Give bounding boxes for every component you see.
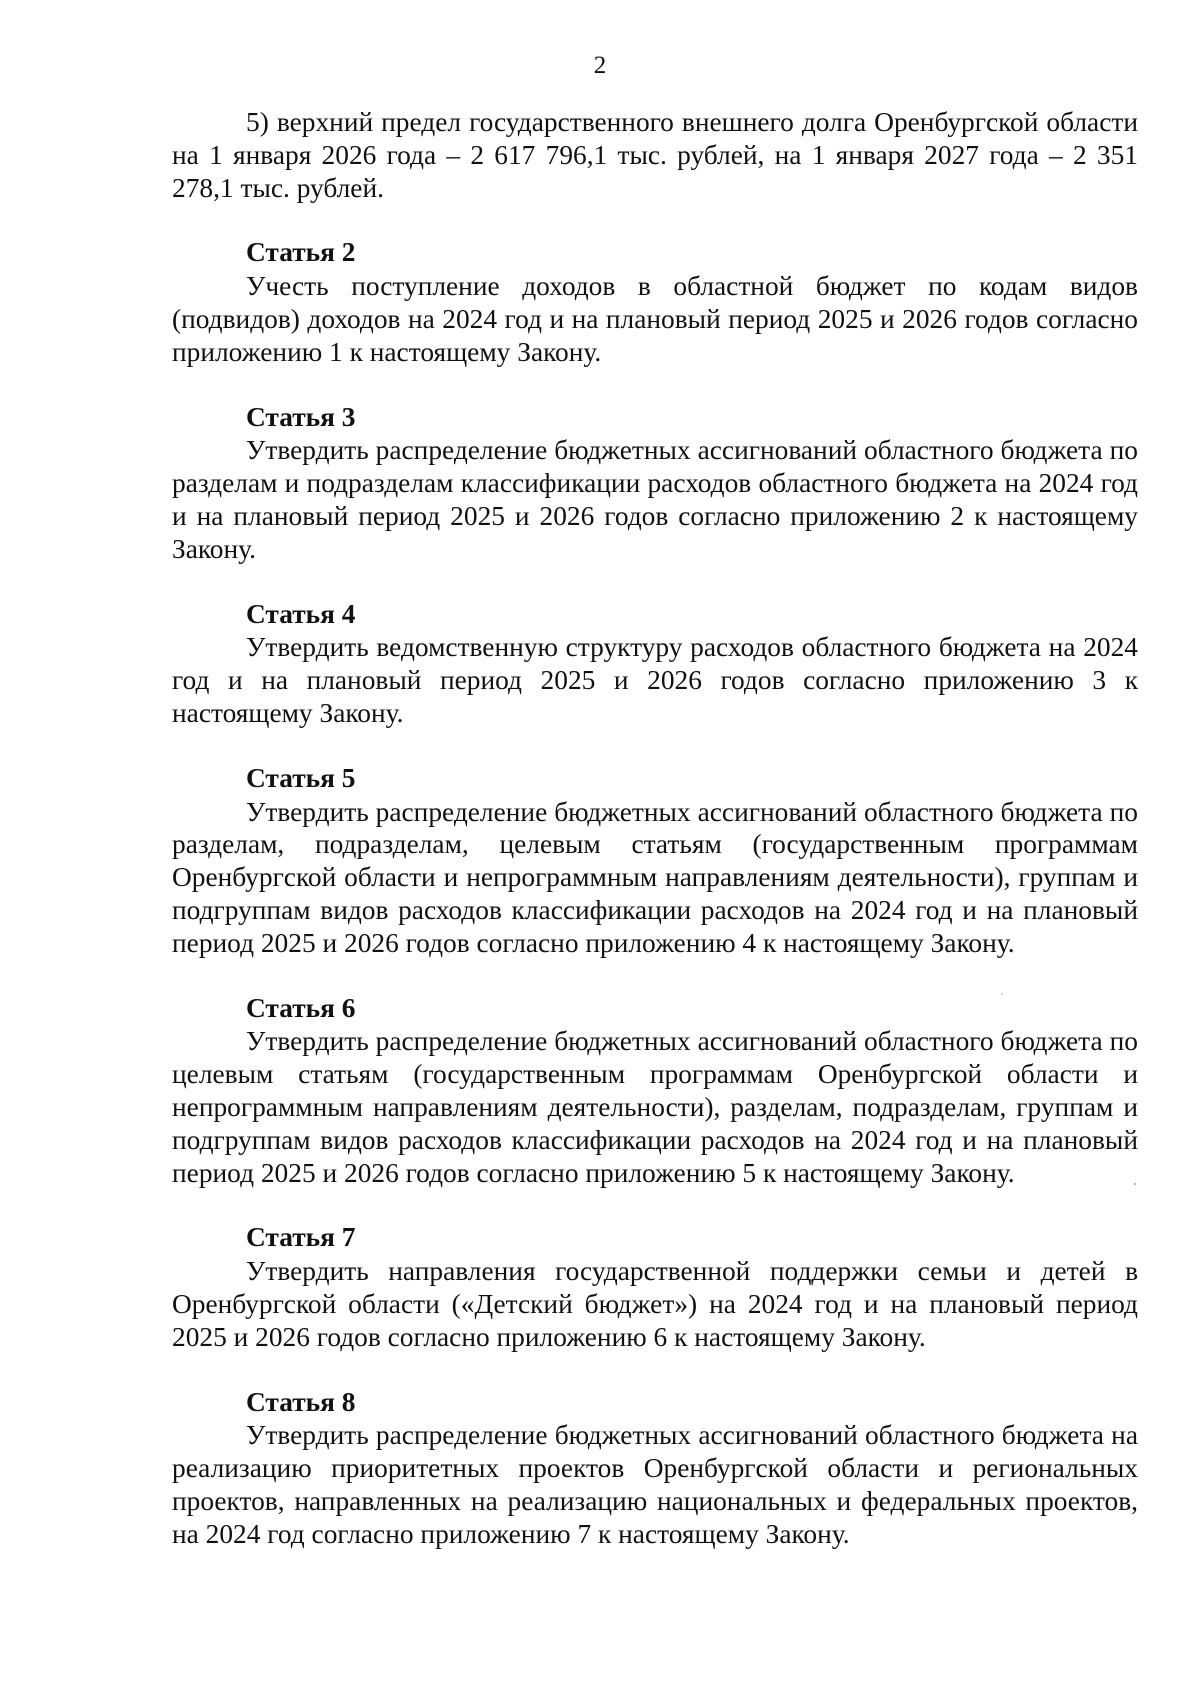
article-text: Утвердить распределение бюджетных ассигнований областного бюджета по целевым статьям (государственным программам Оренбургской области и непрограммным направлениям деятельности), разделам, подразделам, группам и подгруппам видов расходов классификации расходов на 2024 год и на плановый период 2025 и 2026 годов согласно приложению 5 к настоящему Закону. [172,1026,1138,1188]
intro-paragraph: 5) верхний предел государственного внешнего долга Оренбургской области на 1 января 2026 года – 2 617 796,1 тыс. рублей, на 1 января 2027 года – 2 351 278,1 тыс. рублей. [172,107,1138,203]
scan-speck [1001,993,1003,995]
article-heading: Статья 2 [246,237,356,268]
article-text: Утвердить направления государственной поддержки семьи и детей в Оренбургской области («Детский бюджет») на 2024 год и на плановый период 2025 и 2026 годов согласно приложению 6 к настоящему Закону. [172,1256,1138,1352]
article-2 [172,236,1138,368]
article-heading: Статья 6 [246,992,356,1023]
article-text: Утвердить распределение бюджетных ассигнований областного бюджета на реализацию приоритетных проектов Оренбургской области и региональных проектов, направленных на реализацию национальных и федеральных проектов, на 2024 год согласно приложению 7 к настоящему Закону. [172,1420,1138,1549]
article-heading: Статья 7 [246,1222,356,1253]
article-8 [172,1386,1138,1551]
article-6 [172,992,1138,1190]
page-number: 2 [593,52,607,79]
article-heading: Статья 5 [246,762,356,793]
scan-speck [1134,1183,1136,1185]
article-text: Утвердить распределение бюджетных ассигнований областного бюджета по разделам, подразделам, целевым статьям (государственным программам Оренбургской области и непрограммным направлениям деятельности), группам и подгруппам видов расходов классификации расходов на 2024 год и на плановый период 2025 и 2026 годов согласно приложению 4 к настоящему Закону. [172,796,1138,958]
article-text: Утвердить распределение бюджетных ассигнований областного бюджета по разделам и подразделам классификации расходов областного бюджета на 2024 год и на плановый период 2025 и 2026 годов согласно приложению 2 к настоящему Закону. [172,435,1138,564]
article-text: Утвердить ведомственную структуру расходов областного бюджета на 2024 год и на плановый период 2025 и 2026 годов согласно приложению 3 к настоящему Закону. [172,632,1138,728]
article-heading: Статья 4 [246,598,356,629]
article-5 [172,762,1138,960]
article-4 [172,598,1138,730]
article-heading: Статья 8 [246,1386,356,1417]
article-heading: Статья 3 [246,401,356,432]
article-7 [172,1221,1138,1353]
document-body [172,106,1138,1550]
article-text: Учесть поступление доходов в областной бюджет по кодам видов (подвидов) доходов на 2024 год и на плановый период 2025 и 2026 годов согласно приложению 1 к настоящему Закону. [172,271,1138,367]
article-3 [172,401,1138,566]
